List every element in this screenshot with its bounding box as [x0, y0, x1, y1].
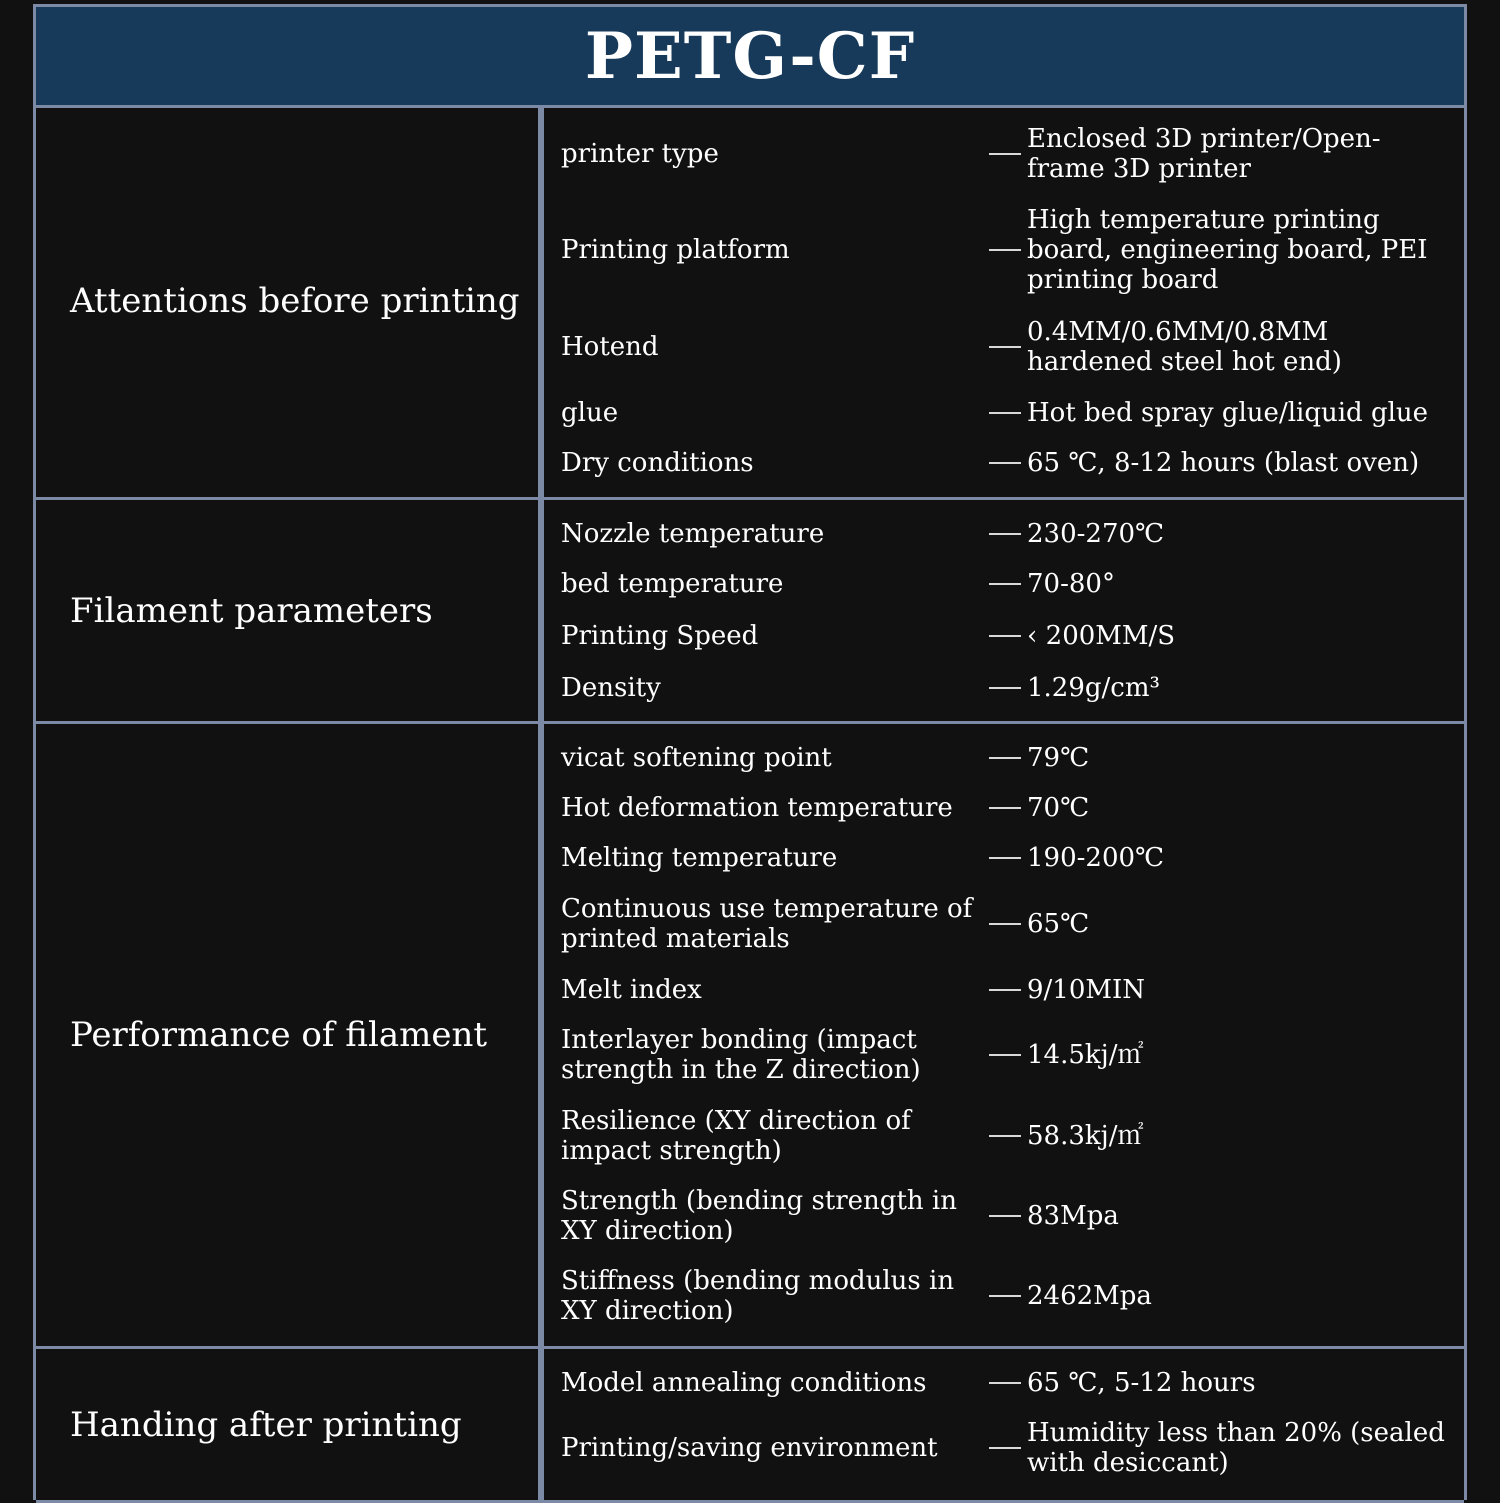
row-value: High temperature printing board, engineering board, PEI printing board [1027, 205, 1428, 295]
row-value: 70℃ [1027, 793, 1090, 823]
spec-row [544, 1185, 1464, 1247]
spec-row [544, 842, 1464, 874]
spec-row [544, 742, 1464, 774]
spec-row [544, 620, 1464, 652]
dash-connector [989, 635, 1021, 637]
spec-row [544, 123, 1464, 185]
row-label: Model annealing conditions [561, 1368, 927, 1398]
row-value: 65 ℃, 5-12 hours [1027, 1368, 1256, 1398]
row-label: Printing Speed [561, 621, 759, 651]
dash-connector [989, 1382, 1021, 1384]
row-value: 2462Mpa [1027, 1281, 1152, 1311]
row-value: 65 ℃, 8-12 hours (blast oven) [1027, 448, 1420, 478]
section-attentions [36, 105, 1464, 500]
row-value: 0.4MM/0.6MM/0.8MM hardened steel hot end) [1027, 317, 1342, 377]
dash-connector [989, 989, 1021, 991]
spec-row [544, 568, 1464, 600]
row-label: vicat softening point [561, 743, 832, 773]
dash-connector [989, 687, 1021, 689]
spec-sheet [33, 4, 1467, 1500]
section-rows [541, 500, 1464, 721]
title-bar [36, 7, 1464, 108]
dash-connector [989, 462, 1021, 464]
row-value: 190-200℃ [1027, 843, 1165, 873]
row-label: Continuous use temperature of printed materials [561, 894, 973, 954]
row-label: Hot deformation temperature [561, 793, 953, 823]
spec-row [544, 447, 1464, 479]
dash-connector [989, 249, 1021, 251]
row-label: Printing platform [561, 235, 790, 265]
spec-row [544, 1367, 1464, 1399]
dash-connector [989, 346, 1021, 348]
row-value: 79℃ [1027, 743, 1090, 773]
dash-connector [989, 757, 1021, 759]
dash-connector [989, 1054, 1021, 1056]
row-label: Density [561, 673, 661, 703]
section-rows [541, 724, 1464, 1346]
section-performance [36, 724, 1464, 1349]
spec-row [544, 792, 1464, 824]
row-label: Melt index [561, 975, 702, 1005]
row-value: 70-80° [1027, 569, 1115, 599]
section-after-printing [36, 1349, 1464, 1503]
dash-connector [989, 533, 1021, 535]
section-rows [541, 105, 1464, 497]
row-label: Resilience (XY direction of impact strength) [561, 1106, 911, 1166]
dash-connector [989, 1215, 1021, 1217]
dash-connector [989, 412, 1021, 414]
spec-row [544, 974, 1464, 1006]
row-value: 65℃ [1027, 909, 1090, 939]
row-label: Strength (bending strength in XY direction) [561, 1186, 957, 1246]
section-label: Handing after printing [36, 1349, 541, 1500]
spec-row [544, 1417, 1464, 1479]
row-value: 230-270℃ [1027, 519, 1165, 549]
row-value: 9/10MIN [1027, 975, 1146, 1005]
dash-connector [989, 153, 1021, 155]
row-label: Dry conditions [561, 448, 754, 478]
dash-connector [989, 923, 1021, 925]
row-label: printer type [561, 139, 719, 169]
row-value: 83Mpa [1027, 1201, 1119, 1231]
spec-row [544, 316, 1464, 378]
section-label: Filament parameters [36, 500, 541, 721]
row-value: Enclosed 3D printer/Open-frame 3D printer [1027, 124, 1381, 184]
row-label: Interlayer bonding (impact strength in the Z direction) [561, 1025, 921, 1085]
dash-connector [989, 1135, 1021, 1137]
page-title: PETG-CF [584, 18, 916, 94]
spec-row [544, 397, 1464, 429]
row-value: Humidity less than 20% (sealed with desiccant) [1027, 1418, 1445, 1478]
row-label: Melting temperature [561, 843, 838, 873]
row-value: ‹ 200MM/S [1027, 621, 1176, 651]
row-label: Hotend [561, 332, 659, 362]
row-label: Printing/saving environment [561, 1433, 938, 1463]
section-label: Performance of filament [36, 724, 541, 1346]
spec-row [544, 518, 1464, 550]
spec-row [544, 1265, 1464, 1327]
row-value: Hot bed spray glue/liquid glue [1027, 398, 1429, 428]
row-label: Nozzle temperature [561, 519, 825, 549]
row-value: 1.29g/cm³ [1027, 673, 1160, 703]
row-value: 58.3kj/㎡ [1027, 1121, 1144, 1151]
dash-connector [989, 807, 1021, 809]
section-filament-parameters [36, 500, 1464, 724]
spec-row [544, 893, 1464, 955]
section-label: Attentions before printing [36, 105, 541, 497]
dash-connector [989, 583, 1021, 585]
spec-row [544, 204, 1464, 296]
row-label: Stiffness (bending modulus in XY direction) [561, 1266, 955, 1326]
dash-connector [989, 1295, 1021, 1297]
spec-row [544, 1105, 1464, 1167]
dash-connector [989, 1447, 1021, 1449]
row-value: 14.5kj/㎡ [1027, 1040, 1144, 1070]
spec-row [544, 1024, 1464, 1086]
row-label: bed temperature [561, 569, 784, 599]
spec-row [544, 672, 1464, 704]
row-label: glue [561, 398, 619, 428]
section-rows [541, 1349, 1464, 1500]
dash-connector [989, 857, 1021, 859]
